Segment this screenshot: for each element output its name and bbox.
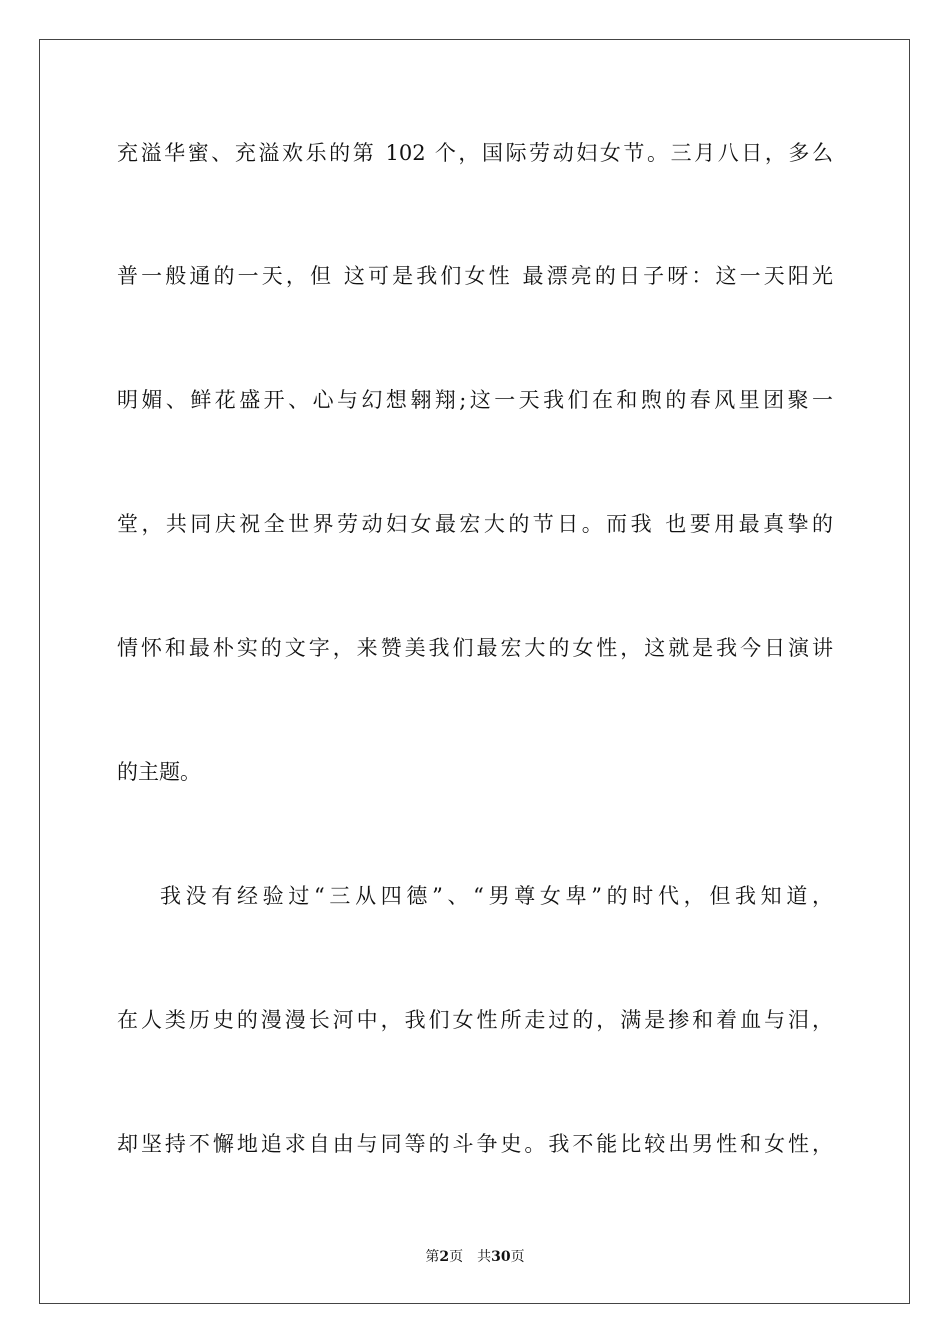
page-border xyxy=(39,39,910,1304)
body-line-1: 充溢华蜜、充溢欢乐的第 102 个，国际劳动妇女节。三月八日，多么 xyxy=(117,141,833,165)
body-line-5: 情怀和最朴实的文字，来赞美我们最宏大的女性，这就是我今日演讲 xyxy=(117,636,833,660)
page-prefix: 第 xyxy=(425,1249,440,1265)
page-footer xyxy=(0,1248,950,1266)
page-number: 2 xyxy=(439,1249,450,1265)
total-pages: 30 xyxy=(491,1249,511,1265)
body-line-2: 普一般通的一天，但 这可是我们女性 最漂亮的日子呀：这一天阳光 xyxy=(117,264,833,288)
body-line-4: 堂，共同庆祝全世界劳动妇女最宏大的节日。而我 也要用最真挚的 xyxy=(117,512,833,536)
page-suffix: 页 xyxy=(449,1249,464,1265)
body-line-3: 明媚、鲜花盛开、心与幻想翱翔;这一天我们在和煦的春风里团聚一 xyxy=(117,388,833,412)
body-line-6: 的主题。 xyxy=(117,760,201,784)
total-suffix: 页 xyxy=(510,1249,525,1265)
paragraph-2-line-2: 在人类历史的漫漫长河中，我们女性所走过的，满是掺和着血与泪， xyxy=(117,1008,833,1032)
paragraph-2-line-3: 却坚持不懈地追求自由与同等的斗争史。我不能比较出男性和女性， xyxy=(117,1132,833,1156)
total-prefix: 共 xyxy=(477,1249,492,1265)
paragraph-2-line-1: 我没有经验过“三从四德”、“男尊女卑”的时代，但我知道， xyxy=(160,884,833,908)
